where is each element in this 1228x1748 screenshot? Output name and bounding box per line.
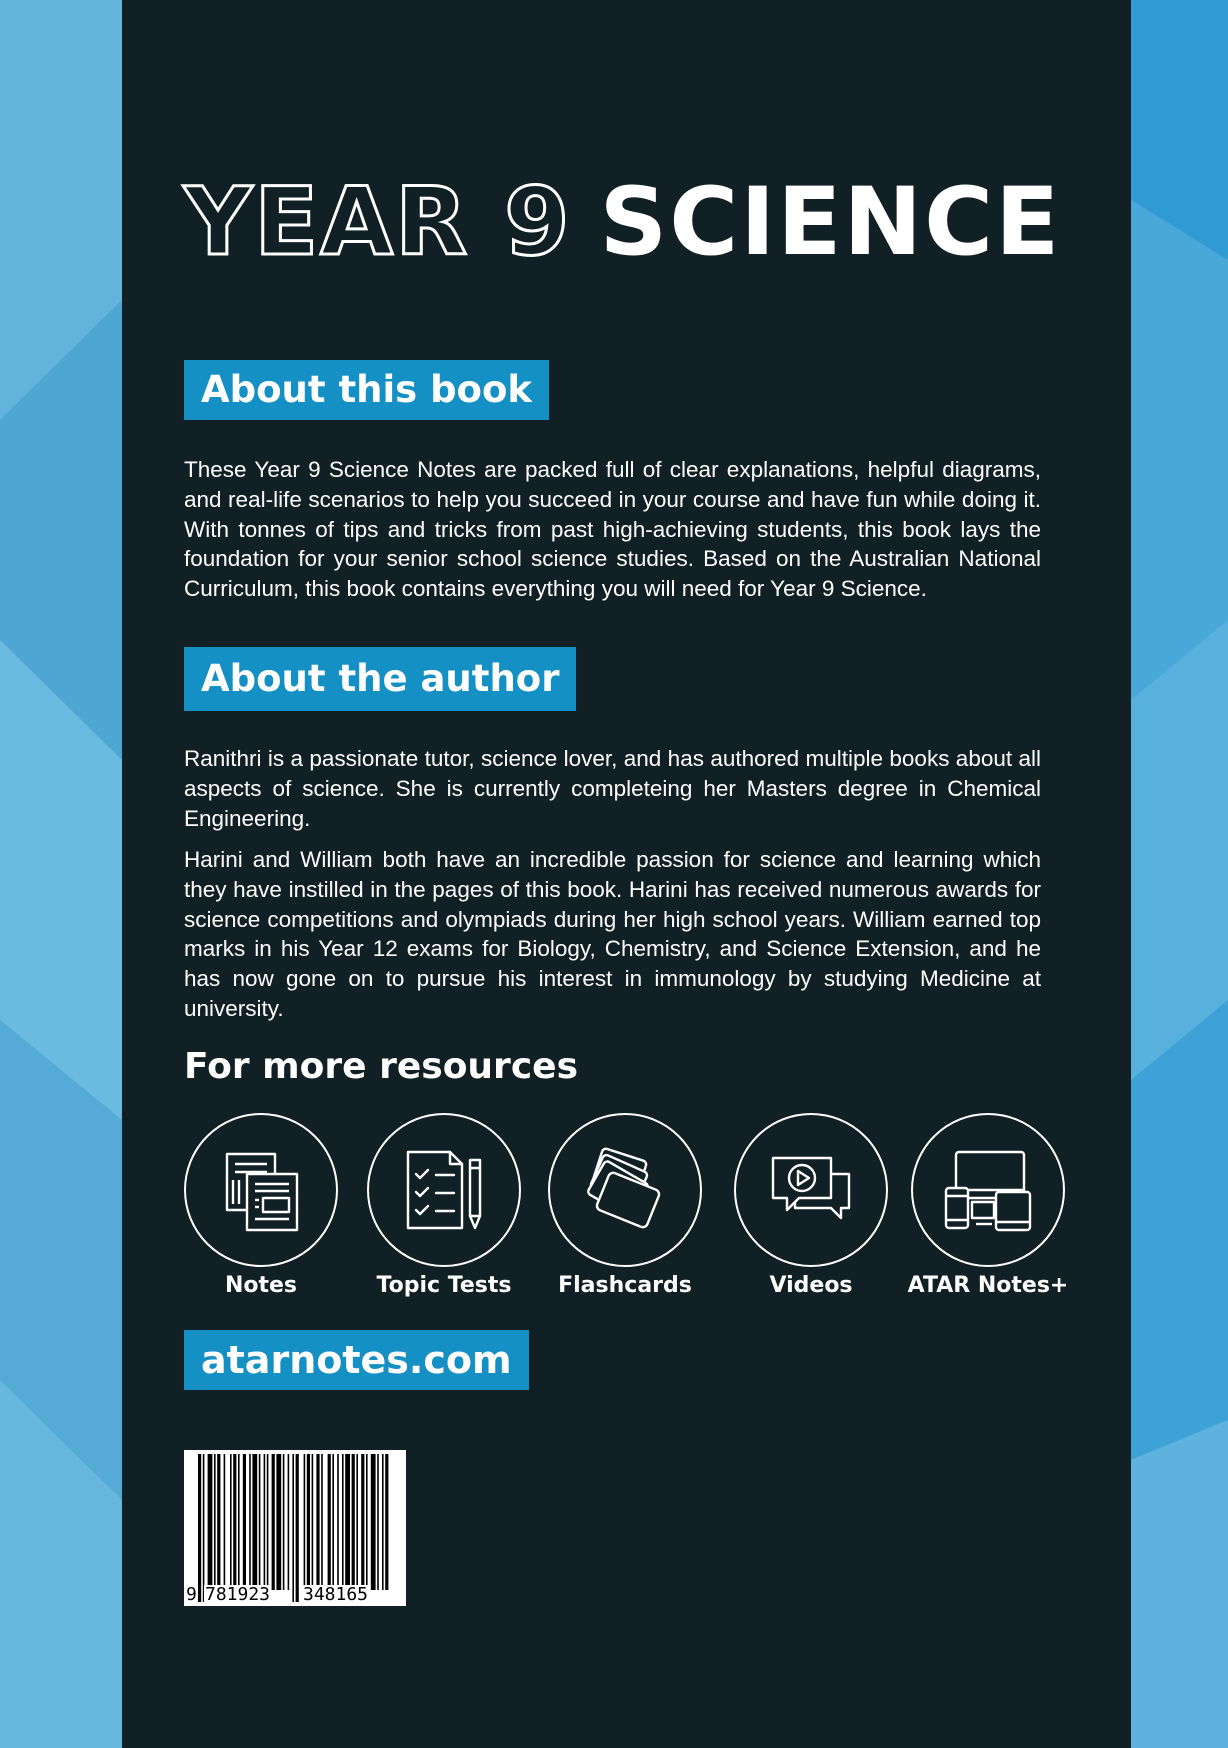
title-year: YEAR 9 <box>184 168 572 277</box>
barcode-bar <box>304 1454 306 1602</box>
barcode-bar <box>385 1454 388 1590</box>
author-bio-ranithri: Ranithri is a passionate tutor, science lover, and has authored multiple books about all aspects of science. She is currently completeing her Masters degree in Chemical Engineering. <box>184 746 1041 831</box>
barcode-bar <box>238 1454 240 1590</box>
barcode-bars <box>184 1450 406 1606</box>
title-subject: SCIENCE <box>599 168 1062 277</box>
barcode-digits-left: 781923 <box>205 1584 271 1605</box>
barcode-bar <box>356 1454 358 1590</box>
barcode-bar <box>342 1454 344 1590</box>
resource-label: Topic Tests <box>376 1273 512 1298</box>
barcode-bar <box>321 1454 323 1590</box>
barcode-bar <box>361 1454 364 1590</box>
barcode-bar <box>332 1454 334 1590</box>
barcode-bar <box>208 1454 213 1590</box>
resource-label: Videos <box>769 1273 853 1298</box>
videos-icon <box>765 1144 857 1236</box>
barcode-bar <box>328 1454 331 1590</box>
barcode-bar <box>203 1454 205 1602</box>
barcode-bar <box>377 1454 379 1590</box>
barcode-bar <box>276 1454 281 1590</box>
barcode-bar <box>233 1454 236 1590</box>
barcode-bar <box>214 1454 216 1590</box>
barcode-bar <box>312 1454 314 1590</box>
barcode-bar <box>366 1454 368 1590</box>
resource-label: ATAR Notes+ <box>907 1273 1069 1298</box>
barcode-bar <box>288 1454 290 1590</box>
barcode-bar <box>217 1454 220 1590</box>
notes-icon <box>215 1144 307 1236</box>
barcode-bar <box>382 1454 384 1590</box>
barcode-bar <box>307 1454 310 1590</box>
barcode-bar <box>252 1454 257 1590</box>
barcode-bar <box>230 1454 232 1590</box>
resource-atar-notes-plus-circle <box>911 1113 1065 1267</box>
resources-heading: For more resources <box>184 1046 578 1087</box>
resource-videos-circle <box>734 1113 888 1267</box>
about-book-text: These Year 9 Science Notes are packed full of clear explanations, helpful diagrams, and real-life scenarios to help you succeed in your course and have fun while doing it. With tonnes of tips and tricks from past high-achieving students, this book lays the foundation for your senior school science studies. Based on the Australian National Curriculum, this book contains everything you will need for Year 9 Science. <box>184 457 1041 602</box>
website-link[interactable]: atarnotes.com <box>201 1338 512 1382</box>
author-bio-harini-william: Harini and William both have an incredible passion for science and learning which they have instilled in the pages of this book. Harini has received numerous awards for science competitions and olympiads during her high school years. William earned top marks in his Year 12 exams for Biology, Chemistry, and Science Extension, and he has now gone on to pursue his interest in immunology by studying Medicine at university. <box>184 847 1041 1021</box>
barcode-bar <box>316 1454 319 1590</box>
barcode-bar <box>198 1454 201 1602</box>
about-author-heading: About the author <box>201 657 560 700</box>
barcode-bar <box>371 1454 376 1590</box>
barcode-bar <box>352 1454 355 1590</box>
barcode-bar <box>272 1454 275 1590</box>
barcode-bar <box>337 1454 339 1590</box>
about-book-heading: About this book <box>201 368 532 411</box>
resource-flashcards[interactable] <box>548 1113 702 1298</box>
barcode-bar <box>283 1454 285 1590</box>
resource-notes[interactable] <box>184 1113 338 1298</box>
resource-label: Notes <box>224 1273 298 1298</box>
barcode-digits <box>184 1584 406 1606</box>
isbn-barcode <box>184 1450 406 1606</box>
resource-videos[interactable] <box>734 1113 888 1298</box>
barcode-bar <box>292 1454 294 1602</box>
website-link-box[interactable] <box>184 1330 529 1390</box>
cover-title <box>184 168 1061 278</box>
resource-topic-tests[interactable] <box>367 1113 521 1298</box>
barcode-bar <box>345 1454 350 1590</box>
barcode-bar <box>224 1454 226 1590</box>
barcode-bar <box>243 1454 246 1590</box>
barcode-bar <box>249 1454 251 1590</box>
devices-icon <box>942 1144 1034 1236</box>
about-author-heading-box <box>184 647 576 711</box>
flashcards-icon <box>579 1144 671 1236</box>
about-book-heading-box <box>184 360 549 420</box>
resource-topic-tests-circle <box>367 1113 521 1267</box>
barcode-bar <box>264 1454 266 1590</box>
barcode-bar <box>259 1454 261 1590</box>
resource-notes-circle <box>184 1113 338 1267</box>
resource-atar-notes-plus[interactable] <box>907 1113 1069 1298</box>
barcode-bar <box>267 1454 269 1590</box>
topic-tests-icon <box>398 1144 490 1236</box>
resource-flashcards-circle <box>548 1113 702 1267</box>
barcode-digits-right: 348165 <box>303 1584 369 1605</box>
barcode-digit-lead: 9 <box>186 1584 197 1605</box>
resource-label: Flashcards <box>558 1273 692 1298</box>
barcode-bar <box>296 1454 299 1602</box>
